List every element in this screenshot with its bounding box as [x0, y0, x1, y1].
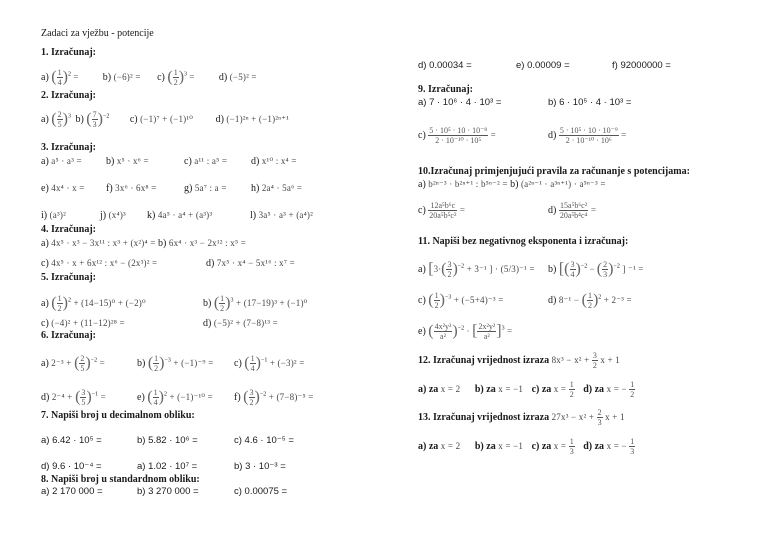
s1-c-label: c)	[157, 71, 165, 83]
s2-a-frac: $\frac{2}{5}$	[57, 110, 62, 129]
s8-e: e) 0.00009 =	[516, 60, 570, 71]
section-1-heading	[41, 47, 96, 59]
s8-b: b) 3 270 000 =	[137, 486, 199, 497]
s13-values: a) za x = 2 b) za x = −1 c) za x = $\frac{1}{3}$ d) za x = − $\frac{1}{3}$	[418, 437, 635, 456]
s10-c: c) $\frac{\text{12a⁵b⁶c}}{\text{20a⁵b⁵c²}}$ =	[418, 201, 465, 220]
section-5-row-2: c) (−4)² + (11−12)²⁸ =	[41, 318, 125, 329]
s1-a-frac: $\frac{1}{4}$	[57, 68, 62, 87]
s2-b-frac: $\frac{7}{3}$	[92, 110, 97, 129]
section-6-row-2: d) 2⁻⁴ + ( $\frac{3}{5}$ )$^{-1}$ =	[41, 388, 106, 407]
section-8-heading: 8. Napiši broj u standardnom obliku:	[41, 474, 200, 485]
s9-d: d) $\frac{\text{5 · 10⁵ · 10 · 10⁻⁹}}{\text{2 · 10⁻¹⁰ · 10⁶}}$ =	[548, 126, 627, 145]
section-9-heading: 9. Izračunaj:	[418, 84, 473, 95]
s8-c: c) 0.00075 =	[234, 486, 288, 497]
section-5-row-1: a) ( $\frac{1}{2}$ )$^2$ + (14−15)⁰ + (−2)⁰	[41, 294, 146, 313]
s9-a: a) 7 · 10⁶ · 4 · 10³ =	[418, 97, 502, 108]
section-4-row-2: c) 4x⁵ · x + 6x¹² : x⁶ − (2x³)² =	[41, 258, 158, 269]
section-3-heading: 3. Izračunaj:	[41, 142, 96, 153]
s1-c-frac: $\frac{1}{2}$	[173, 68, 178, 87]
section-3-row-2: e) 4x⁴ · x =	[41, 183, 85, 194]
section-6-heading: 6. Izračunaj:	[41, 330, 96, 341]
section-4-heading: 4. Izračunaj:	[41, 224, 96, 235]
s1-b-label: b)	[102, 71, 112, 83]
section-7-heading: 7. Napiši broj u decimalnom obliku:	[41, 410, 195, 421]
s9-c: c) $\frac{\text{5 · 10⁵ · 10 · 10⁻⁸}}{\text{2 · 10⁻¹⁰ · 10⁵}}$ =	[418, 126, 496, 145]
section-4-row-1: a) 4x⁵ · x³ − 3x¹¹ : x³ + (x²)⁴ = b) 6x⁴ · x³ − 2x¹² : x⁵ =	[41, 238, 247, 249]
s11-e: e) ( $\frac{\text{4x²y³}}{\text{a²}}$ )$^{-2}$ · [ $\frac{\text{2x²y²}}{\text{a²}}$ ]$^3$ =	[418, 322, 513, 341]
section-2-heading: 2. Izračunaj:	[41, 90, 96, 101]
section-11-heading: 11. Napiši bez negativnog eksponenta i izračunaj:	[418, 236, 629, 247]
s10-row-1: a) b²ⁿ⁻³ · b²ⁿ⁺¹ : b⁵ⁿ⁻² = b) (a²ⁿ⁻¹ · a³ⁿ⁺¹) · a⁵ⁿ⁻³ =	[418, 179, 606, 190]
worksheet-page: Zadaci za vježbu - potencije 1. Izračunaj: a) ( $\frac{1}{4}$ )$^2$ = b) (−6)² = c) ( $\frac{1}{2}$ )$^3$ = d) (−5)² = 2. Izračunaj: a) ( $\frac{2}{5}$ )$^3$ b) ( $\frac{7}{3}$ )$^{-2}$ c) (−1)⁷ + (−1)¹⁰ d) (−1)²ⁿ + (−1)²ⁿ⁺¹ 3. Izračunaj: a) a⁵ · a³ = b) x⁵ · x⁶ = c) a¹¹ : a⁵ = d) x¹⁰ : x⁴ = e) 4x⁴ · x = f) 3x⁶ · 6x⁸ = g) 5a⁷ : a = h) 2a⁴ · 5a⁶ = i) (a³)² j) (x⁴)³ k) 4a⁵ · a⁴ + (a³)³ l) 3a⁵ · a³ + (a⁴)² 4. Izračunaj: a) 4x⁵ · x³ − 3x¹¹ : x³ + (x²)⁴ = b) 6x⁴ · x³ − 2x¹² : x⁵ = c) 4x⁵ · x + 6x¹² : x⁶ − (2x³)² = d) 7x⁵ · x⁴ − 5x¹⁶ : x⁷ = 5. Izračunaj: a) ( $\frac{1}{2}$ )$^2$ + (14−15)⁰ + (−2)⁰ b) ( $\frac{1}{2}$ )$^3$ + (17−19)³ + (−1)⁰ c) (−4)² + (11−12)²⁸ = d) (−5)² + (7−8)¹³ = 6. Izračunaj: a) 2⁻³ + ( $\frac{2}{5}$ )$^{-2}$ = b) ( $\frac{1}{2}$ )$^{-3}$ + (−1)⁻⁹ = c) ( $\frac{1}{4}$ )$^{-1}$ + (−3)² = d) 2⁻⁴ + ( $\frac{3}{5}$ )$^{-1}$ = e) ( $\frac{1}{4}$ )$^2$ + (−1)⁻¹⁰ = f) ( $\frac{3}{2}$ )$^{-2}$ + (7−8)⁻⁵ = 7. Napiši broj u decimalnom obliku: a) 6.42 · 10⁵ = b) 5.82 · 10⁶ = c) 4.6 · 10⁻⁵ = d) 9.6 · 10⁻⁴ = a) 1.02 · 10⁷ = b) 3 · 10⁻³ = 8. Napiši broj u standardnom obliku: a) 2 170 000 = b) 3 270 000 = c) 0.00075 = d) 0.00034 = e) 0.00009 = f) 92000000 = 9. Izračunaj: a) 7 · 10⁶ · 4 · 10³ = b) 6 · 10⁵ · 4 · 10³ = c) $\frac{\text{5 · 10⁵ · 10 · 10⁻⁸}}{\text{2 · 10⁻¹⁰ · 10⁵}}$ = d) $\frac{\text{5 · 10⁵ · 10 · 10⁻⁹}}{\text{2 · 10⁻¹⁰ · 10⁶}}$ = 10.Izračunaj primjenjujući pravila za računanje s potencijama: a) b²ⁿ⁻³ · b²ⁿ⁺¹ : b⁵ⁿ⁻² = b) (a²ⁿ⁻¹ · a³ⁿ⁺¹) · a⁵ⁿ⁻³ = c) $\frac{\text{12a⁵b⁶c}}{\text{20a⁵b⁵c²}}$ = d) $\frac{\text{15a⁵b⁶c²}}{\text{20a⁵b⁴c⁴}}$ = 11. Napiši bez negativnog eksponenta i izračunaj: a) [3·( $\frac{3}{2}$ )$^{-2}$ + 3⁻¹ ] · (5/3)⁻¹ = b) [( $\frac{3}{4}$ )$^{-2}$ − ( $\frac{2}{3}$ )$^{-2}$ ] ⁻¹ = c) ( $\frac{1}{2}$ )$^{-3}$ + (−5+4)⁻³ = d) 8⁻¹ − ( $\frac{1}{2}$ )$^2$ + 2⁻³ = e) ( $\frac{\text{4x²y³}}{\text{a²}}$ )$^{-2}$ · [ $\frac{\text{2x²y²}}{\text{a²}}$ ]$^3$ = 12. Izračunaj vrijednost izraza 8x³ − x² + $\frac{3}{2}$ x + 1 a) za x = 2 b) za x = −1 c) za x = $\frac{1}{2}$ d) za x = − $\frac{1}{2}$ 13. Izračunaj vrijednost izraza 27x³ − x² + $\frac{2}{3}$ x + 1 a) za x = 2 b) za x = −1 c) za x = $\frac{1}{3}$ d) za x = − $\frac{1}{3}$	[41, 28, 690, 497]
s7-d: d) 9.6 · 10⁻⁴ =	[41, 461, 102, 472]
s1-b-expr: (−6)² =	[113, 71, 141, 82]
s7-a: a) 6.42 · 10⁵ =	[41, 435, 102, 446]
s11-d: d) 8⁻¹ − ( $\frac{1}{2}$ )$^2$ + 2⁻³ =	[548, 291, 632, 310]
s8-d: d) 0.00034 =	[418, 60, 472, 71]
s7-f: b) 3 · 10⁻³ =	[234, 461, 286, 472]
section-3-row-3: i) (a³)²	[41, 210, 66, 221]
s11-c: c) ( $\frac{1}{2}$ )$^{-3}$ + (−5+4)⁻³ =	[418, 291, 504, 310]
section-5-heading: 5. Izračunaj:	[41, 272, 96, 283]
s7-e: a) 1.02 · 10⁷ =	[137, 461, 198, 472]
s8-a: a) 2 170 000 =	[41, 486, 103, 497]
s12-values: a) za x = 2 b) za x = −1 c) za x = $\frac{1}{2}$ d) za x = − $\frac{1}{2}$	[418, 380, 635, 399]
section-10-heading: 10.Izračunaj primjenjujući pravila za računanje s potencijama:	[418, 166, 690, 177]
s8-f: f) 92000000 =	[612, 60, 671, 71]
section-3-row-1: a) a⁵ · a³ =	[41, 156, 82, 167]
s11-a: a) [3·( $\frac{3}{2}$ )$^{-2}$ + 3⁻¹ ] · (5/3)⁻¹ =	[418, 260, 535, 279]
section-6-row-1: a) 2⁻³ + ( $\frac{2}{5}$ )$^{-2}$ =	[41, 354, 105, 373]
s7-b: b) 5.82 · 10⁶ =	[137, 435, 198, 446]
section-1-row: a) ( $\frac{1}{4}$ )$^2$ = b) (−6)² = c) ( $\frac{1}{2}$ )$^3$ = d) (−5)² =	[41, 68, 257, 87]
s2-d-expr: (−1)²ⁿ + (−1)²ⁿ⁺¹	[226, 113, 290, 124]
s9-b: b) 6 · 10⁵ · 4 · 10³ =	[548, 97, 632, 108]
section-12-heading: 12. Izračunaj vrijednost izraza 8x³ − x² + $\frac{3}{2}$ x + 1	[418, 351, 620, 370]
s2-c-expr: (−1)⁷ + (−1)¹⁰	[140, 113, 194, 124]
s11-b: b) [( $\frac{3}{4}$ )$^{-2}$ − ( $\frac{2}{3}$ )$^{-2}$ ] ⁻¹ =	[548, 260, 644, 279]
section-13-heading: 13. Izračunaj vrijednost izraza 27x³ − x² + $\frac{2}{3}$ x + 1	[418, 408, 625, 427]
document-title: Zadaci za vježbu - potencije	[41, 28, 154, 39]
s1-d-expr: (−5)² =	[229, 71, 257, 82]
section-1-heading-text: 1. Izračunaj:	[41, 47, 96, 58]
s7-c: c) 4.6 · 10⁻⁵ =	[234, 435, 294, 446]
s10-d: d) $\frac{\text{15a⁵b⁶c²}}{\text{20a⁵b⁴c⁴}}$ =	[548, 201, 596, 220]
s1-a-label: a)	[41, 71, 49, 83]
section-2-row: a) ( $\frac{2}{5}$ )$^3$ b) ( $\frac{7}{3}$ )$^{-2}$ c) (−1)⁷ + (−1)¹⁰ d) (−1)²ⁿ + (−1)²ⁿ⁺¹	[41, 110, 290, 129]
s1-d-label: d)	[218, 71, 228, 83]
